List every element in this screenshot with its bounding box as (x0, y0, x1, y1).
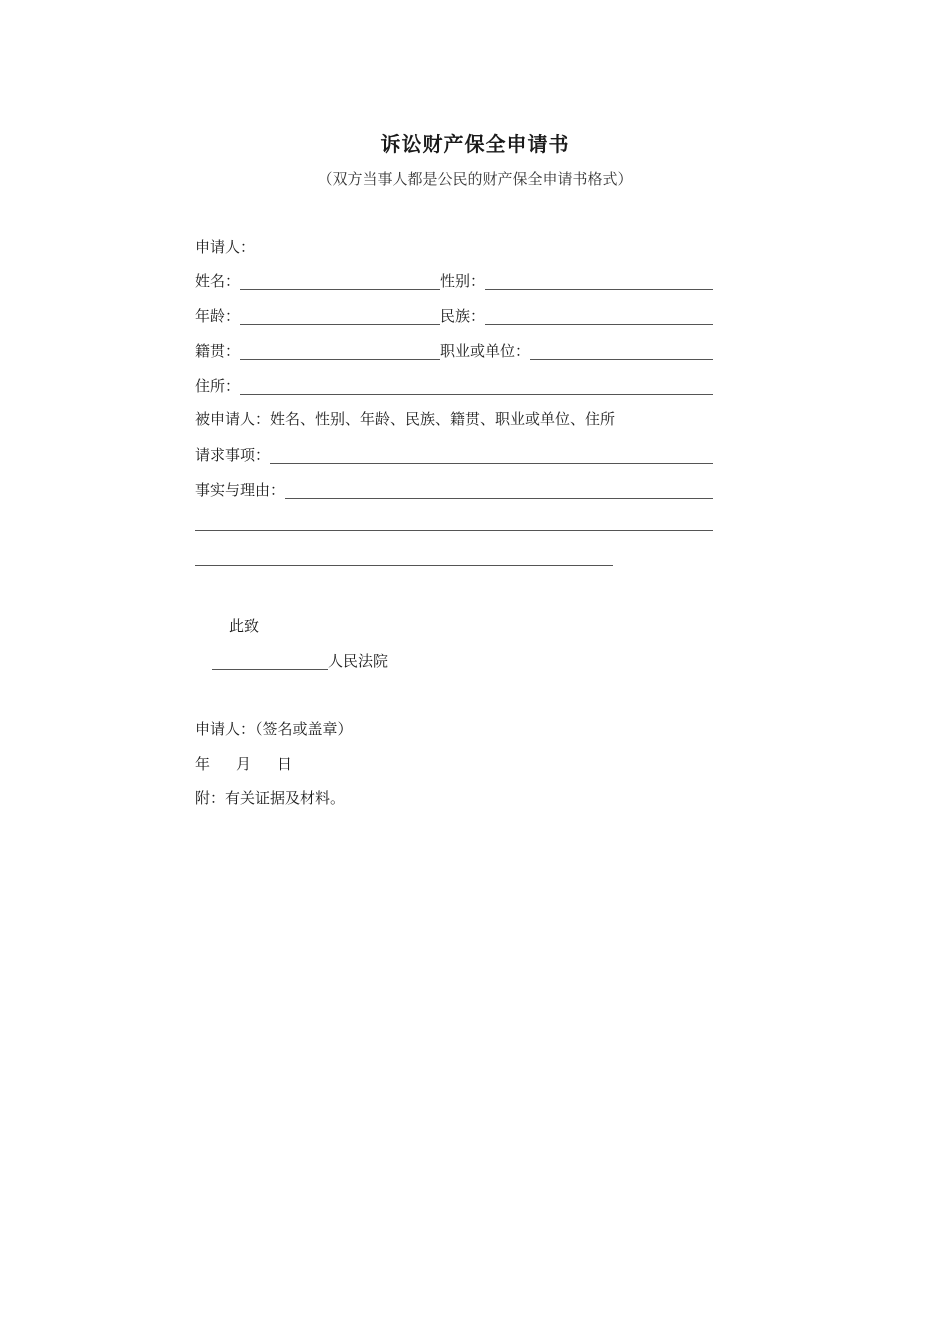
document-subtitle: （双方当事人都是公民的财产保全申请书格式） (317, 170, 633, 188)
row-origin-occupation (195, 340, 713, 362)
occupation-blank[interactable] (530, 343, 713, 360)
facts-blank[interactable] (285, 482, 713, 499)
age-label: 年龄： (195, 307, 241, 325)
date-day: 日 (277, 755, 293, 773)
closing-text: 此致 (229, 617, 260, 635)
address-label: 住所： (195, 377, 241, 395)
row-name-gender (195, 270, 713, 292)
signature-label: 申请人：（签名或盖章） (195, 720, 353, 738)
document-title: 诉讼财产保全申请书 (380, 132, 570, 156)
row-court (212, 650, 412, 672)
occupation-label: 职业或单位： (440, 342, 531, 360)
request-blank[interactable] (270, 447, 713, 464)
attachment-note: 附：有关证据及材料。 (195, 789, 346, 807)
row-request (195, 444, 713, 466)
facts-continuation-line-1[interactable] (195, 530, 713, 531)
respondent-line: 被申请人：姓名、性别、年龄、民族、籍贯、职业或单位、住所 (195, 410, 616, 428)
address-blank[interactable] (240, 378, 713, 395)
gender-blank[interactable] (485, 273, 713, 290)
court-name-blank[interactable] (212, 653, 328, 670)
origin-label: 籍贯： (195, 342, 241, 360)
ethnicity-blank[interactable] (485, 308, 713, 325)
gender-label: 性别： (440, 272, 486, 290)
name-label: 姓名： (195, 272, 241, 290)
court-suffix: 人民法院 (328, 652, 389, 670)
ethnicity-label: 民族： (440, 307, 486, 325)
facts-continuation-line-2[interactable] (195, 565, 613, 566)
age-blank[interactable] (240, 308, 440, 325)
date-year: 年 (195, 755, 211, 773)
row-age-ethnicity (195, 305, 713, 327)
facts-label: 事实与理由： (195, 481, 286, 499)
origin-blank[interactable] (240, 343, 440, 360)
date-month: 月 (236, 755, 252, 773)
name-blank[interactable] (240, 273, 440, 290)
request-label: 请求事项： (195, 446, 271, 464)
applicant-heading: 申请人： (195, 238, 256, 256)
row-address (195, 375, 713, 397)
row-facts (195, 479, 713, 501)
date-line (195, 753, 292, 775)
